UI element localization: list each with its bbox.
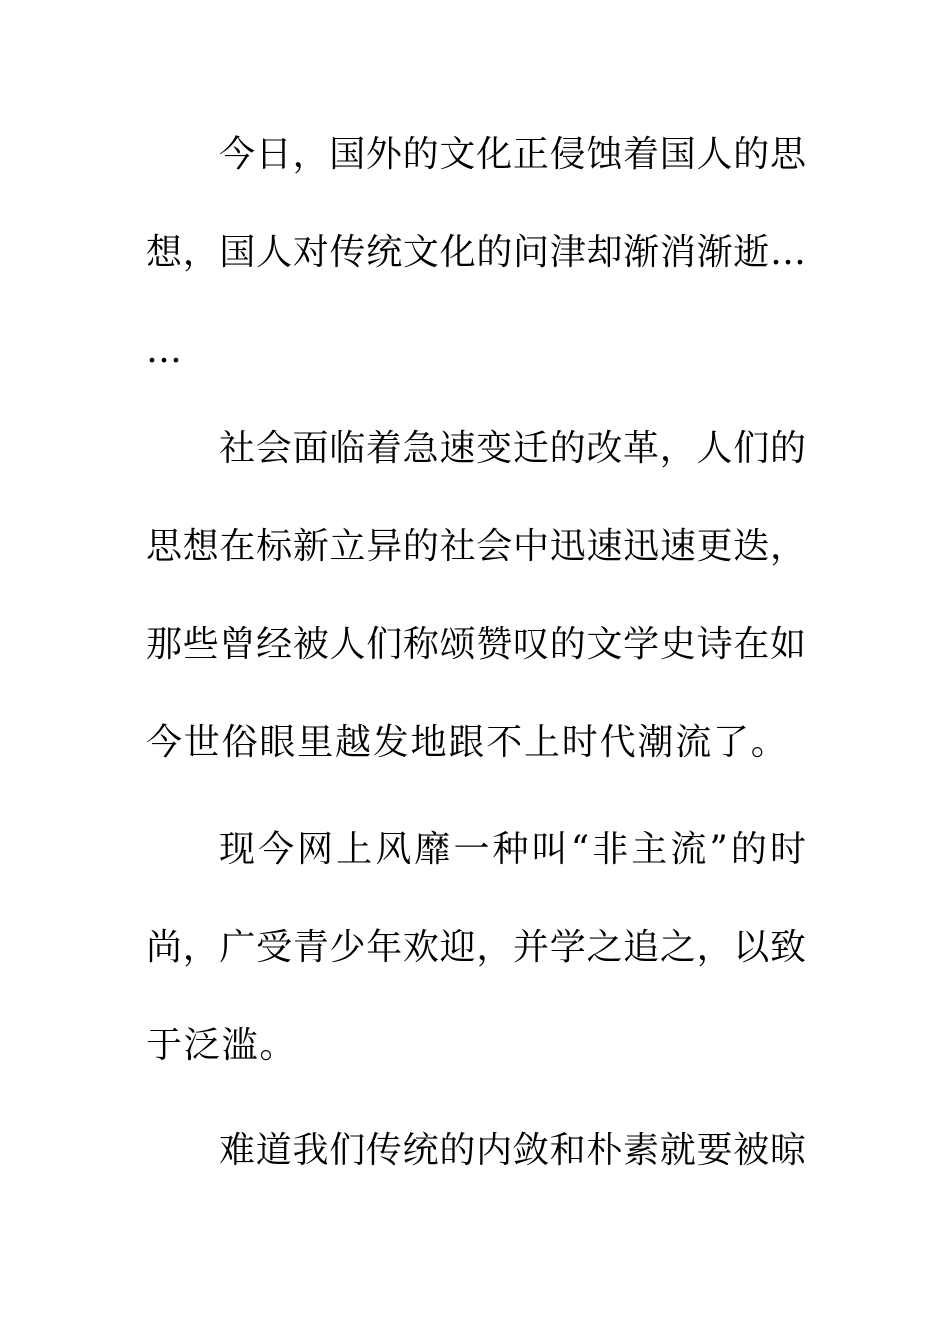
paragraph-2-line-3: 那些曾经被人们称颂赞叹的文学史诗在如 xyxy=(146,624,806,665)
paragraph-3-line-2: 尚，广受青少年欢迎，并学之追之，以致 xyxy=(146,927,806,968)
paragraph-2-line-1: 社会面临着急速变迁的改革，人们的 xyxy=(219,428,806,469)
paragraph-3-line-3: 于泛滥。 xyxy=(146,1025,298,1066)
paragraph-1-line-1: 今日，国外的文化正侵蚀着国人的思 xyxy=(219,134,806,175)
paragraph-1-line-3: … xyxy=(146,330,184,371)
paragraph-1-line-2: 想，国人对传统文化的问津却渐消渐逝… xyxy=(146,232,806,273)
paragraph-2-line-4: 今世俗眼里越发地跟不上时代潮流了。 xyxy=(146,722,789,763)
paragraph-2-line-2: 思想在标新立异的社会中迅速迅速更迭， xyxy=(146,526,806,567)
paragraph-3-line-1: 现今网上风靡一种叫“非主流”的时 xyxy=(219,829,806,870)
paragraph-4-line-1: 难道我们传统的内敛和朴素就要被晾 xyxy=(219,1130,806,1171)
